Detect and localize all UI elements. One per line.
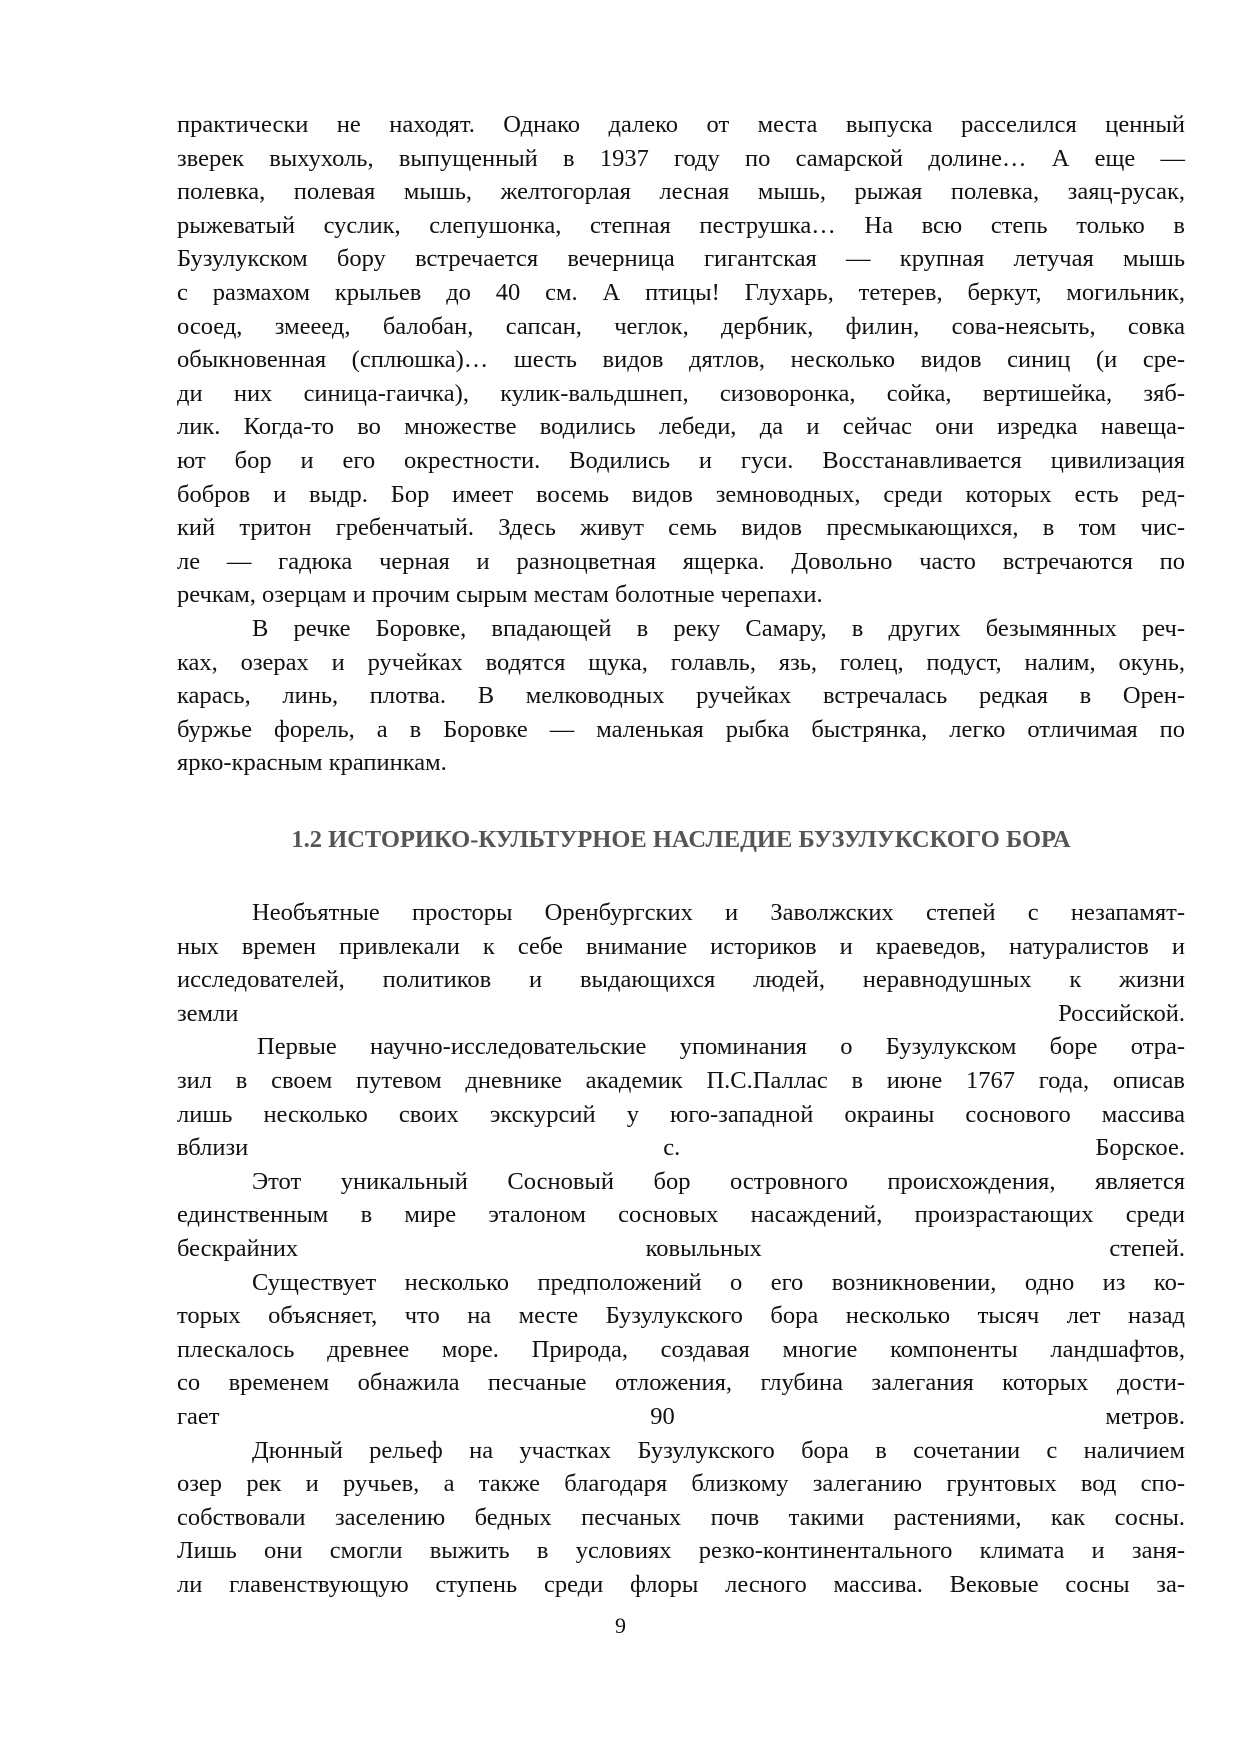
text-line: плескалось древнее море. Природа, создавая многие компоненты ландшафтов, [177,1335,1185,1363]
text-line: ли главенствующую ступень среди флоры лесного массива. Вековые сосны за- [177,1570,1185,1598]
text-line: практически не находят. Однако далеко от места выпуска расселился ценный [177,111,1185,138]
text-line: со временем обнажила песчаные отложения, глубина залегания которых дости- [177,1369,1185,1397]
text-line: В речке Боровке, впадающей в реку Самару, в других безымянных реч- [252,615,1185,642]
text-line: зил в своем путевом дневнике академик П.С.Паллас в июне 1767 года, описав [177,1066,1185,1094]
text-line: гает 90 метров. [177,1402,1185,1430]
page-number: 9 [615,1613,626,1638]
text-line: ле — гадюка черная и разноцветная ящерка. Довольно часто встречаются по [177,547,1185,575]
section-body [177,896,1185,1601]
text-line: земли Российской. [177,999,1185,1027]
text-line: ют бор и его окрестности. Водились и гуси. Восстанавливается цивилизация [177,446,1185,474]
text-line: ных времен привлекали к себе внимание историков и краеведов, натуралистов и [177,932,1185,960]
text-line: обыкновенная (сплюшка)… шесть видов дятлов, несколько видов синиц (и сре- [177,346,1185,374]
text-line: осоед, змееед, балобан, сапсан, чеглок, дербник, филин, сова-неясыть, совка [177,312,1185,340]
text-line: Необъятные просторы Оренбургских и Заволжских степей с незапамят- [252,899,1185,926]
text-line: торых объясняет, что на месте Бузулукского бора несколько тысяч лет назад [177,1302,1185,1330]
text-line: Существует несколько предположений о его возникновении, одно из ко- [252,1268,1185,1296]
text-line: ди них синица-гаичка), кулик-вальдшнеп, сизоворонка, сойка, вертишейка, зяб- [177,379,1185,407]
text-line: буржье форель, а в Боровке — маленькая рыбка быстрянка, легко отличимая по [177,715,1185,743]
paragraph-fish [177,612,1185,780]
text-line: ках, озерах и ручейках водятся щука, голавль, язь, голец, подуст, налим, окунь, [177,648,1185,676]
text-line: с размахом крыльев до 40 см. А птицы! Глухарь, тетерев, беркут, могильник, [177,278,1185,306]
text-line: карась, линь, плотва. В мелководных ручейках встречалась редкая в Орен- [177,682,1185,710]
text-line: Этот уникальный Сосновый бор островного происхождения, является [252,1167,1185,1195]
text-line: ярко-красным крапинкам. [177,749,447,777]
text-line: лик. Когда-то во множестве водились лебеди, да и сейчас они изредка навеща- [177,413,1185,441]
text-line: кий тритон гребенчатый. Здесь живут семь видов пресмыкающихся, в том чис- [177,514,1185,542]
text-line: рыжеватый суслик, слепушонка, степная пеструшка… На всю степь только в [177,211,1185,239]
text-line: Первые научно-исследовательские упоминания о Бузулукском боре отра- [257,1033,1185,1061]
text-line: бобров и выдр. Бор имеет восемь видов земноводных, среди которых есть ред- [177,480,1185,508]
text-line: озер рек и ручьев, а также благодаря близкому залеганию грунтовых вод спо- [177,1470,1185,1498]
section-heading: 1.2 ИСТОРИКО-КУЛЬТУРНОЕ НАСЛЕДИЕ БУЗУЛУКСКОГО БОРА [291,826,1071,853]
text-line: Дюнный рельеф на участках Бузулукского бора в сочетании с наличием [252,1436,1185,1464]
paragraph-fauna [177,108,1185,612]
text-line: лишь несколько своих экскурсий у юго-западной окраины соснового массива [177,1100,1185,1128]
text-line: Лишь они смогли выжить в условиях резко-континентального климата и заня- [177,1537,1185,1565]
text-line: бескрайних ковыльных степей. [177,1234,1185,1262]
text-line: зверек выхухоль, выпущенный в 1937 году по самарской долине… А еще — [177,144,1185,172]
text-line: полевка, полевая мышь, желтогорлая лесная мышь, рыжая полевка, заяц-русак, [177,178,1185,206]
text-line: единственным в мире эталоном сосновых насаждений, произрастающих среди [177,1201,1185,1229]
text-line: речкам, озерцам и прочим сырым местам болотные черепахи. [177,581,823,609]
text-line: собствовали заселению бедных песчаных почв такими растениями, как сосны. [177,1503,1185,1531]
text-line: Бузулукском бору встречается вечерница гигантская — крупная летучая мышь [177,245,1185,273]
text-line: исследователей, политиков и выдающихся людей, неравнодушных к жизни [177,966,1185,994]
text-line: вблизи с. Борское. [177,1134,1185,1162]
